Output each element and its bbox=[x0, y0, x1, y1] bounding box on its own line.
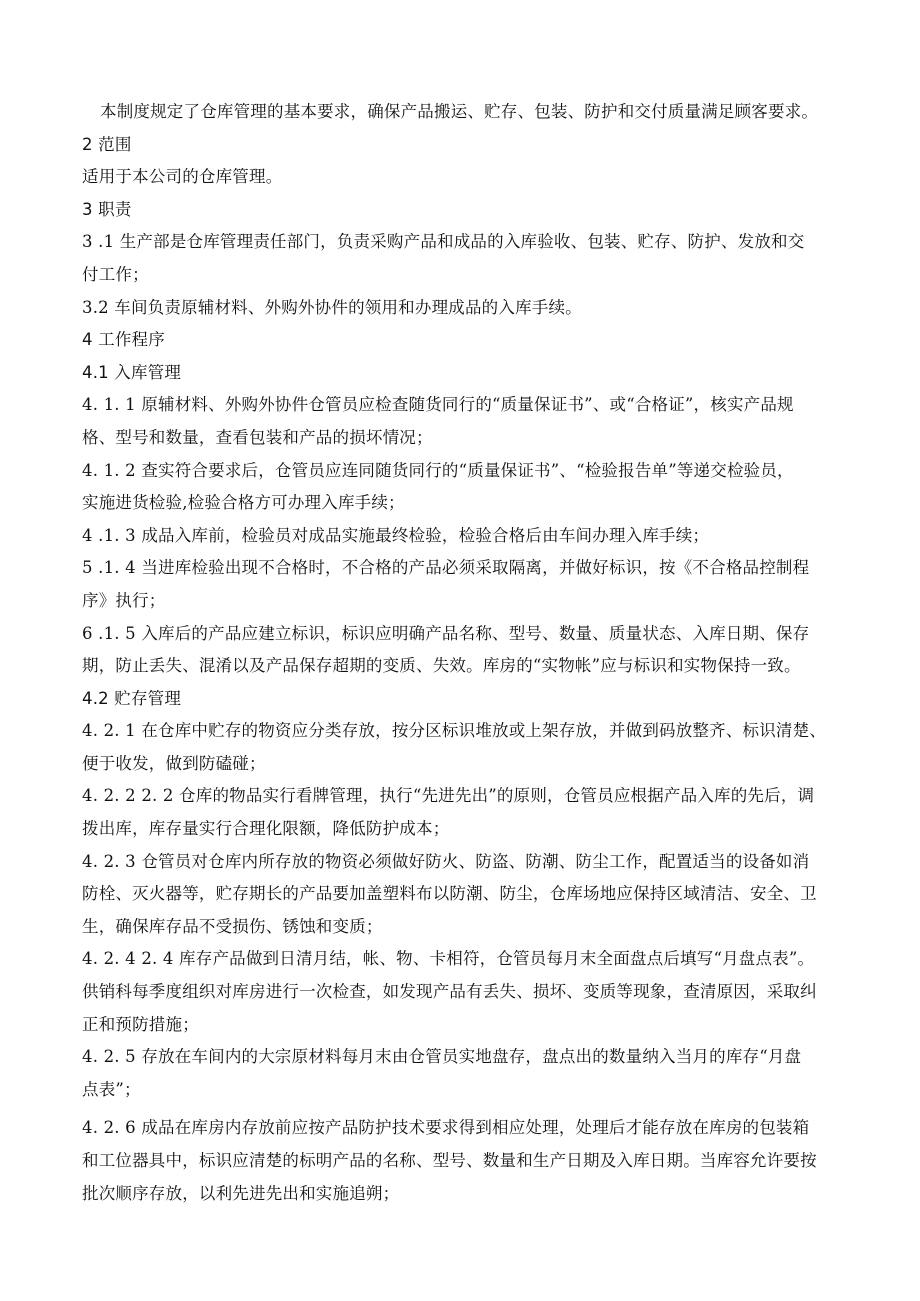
text-line: 5 .1. 4 当进库检验出现不合格时，不合格的产品必须采取隔离，并做好标识，按《不合格品控制程 bbox=[82, 558, 810, 578]
text-line: 和工位器具中，标识应清楚的标明产品的名称、型号、数量和生产日期及入库日期。当库容允许要按 bbox=[82, 1151, 817, 1170]
text-line: 4. 2. 4 2. 4 库存产品做到日清月结，帐、物、卡相符，仓管员每月末全面盘点后填写“月盘点表”。 bbox=[82, 949, 815, 969]
text-line: 格、型号和数量，查看包装和产品的损坏情况； bbox=[82, 427, 433, 447]
text-line: 4. 1. 1 原辅材料、外购外协件仓管员应检查随货同行的“质量保证书”、或“合格证”，核实产品规 bbox=[82, 395, 794, 415]
text-line: 生，确保库存品不受损伤、锈蚀和变质； bbox=[82, 916, 383, 936]
text-line: 实施进货检验,检验合格方可办理入库手续； bbox=[82, 493, 405, 513]
text-line: 3 .1 生产部是仓库管理责任部门，负责采购产品和成品的入库验收、包装、贮存、防护、发放和交 bbox=[82, 232, 805, 252]
section-heading-procedure: 4 工作程序 bbox=[82, 330, 165, 350]
text-line: 批次顺序存放，以利先进先出和实施追朔； bbox=[82, 1183, 400, 1203]
text-line: 3.2 车间负责原辅材料、外购外协件的领用和办理成品的入库手续。 bbox=[82, 297, 582, 317]
text-line: 点表”； bbox=[82, 1079, 141, 1099]
intro-paragraph: 本制度规定了仓库管理的基本要求，确保产品搬运、贮存、包装、防护和交付质量满足顾客要求。 bbox=[100, 102, 819, 121]
text-line: 6 .1. 5 入库后的产品应建立标识，标识应明确产品名称、型号、数量、质量状态、入库日期、保存 bbox=[82, 623, 810, 643]
text-line: 序》执行； bbox=[82, 590, 166, 610]
subsection-heading-storage: 4.2 贮存管理 bbox=[82, 688, 182, 708]
text-line: 4. 2. 2 2. 2 仓库的物品实行看牌管理，执行“先进先出”的原则，仓管员应根据产品入库的先后，调 bbox=[82, 786, 815, 806]
section-heading-scope: 2 范围 bbox=[82, 134, 132, 154]
text-line: 4. 2. 3 仓管员对仓库内所存放的物资必须做好防火、防盗、防潮、防尘工作，配置适当的设备如消 bbox=[82, 851, 810, 871]
text-line: 防栓、灭火器等，贮存期长的产品要加盖塑料布以防潮、防尘，仓库场地应保持区域清洁、安全、卫 bbox=[82, 884, 817, 904]
text-line: 正和预防措施； bbox=[82, 1014, 199, 1034]
text-line: 4. 2. 6 成品在库房内存放前应按产品防护技术要求得到相应处理，处理后才能存放在库房的包装箱 bbox=[82, 1118, 810, 1138]
text-line: 便于收发，做到防磕碰； bbox=[82, 753, 266, 773]
text-line: 付工作； bbox=[82, 264, 149, 284]
subsection-heading-inbound: 4.1 入库管理 bbox=[82, 362, 182, 382]
document-body bbox=[82, 96, 842, 1210]
text-line: 4. 2. 1 在仓库中贮存的物资应分类存放，按分区标识堆放或上架存放，并做到码放整齐、标识清楚、 bbox=[82, 721, 827, 741]
text-line: 期，防止丢失、混淆以及产品保存超期的变质、失效。库房的“实物帐”应与标识和实物保持一致。 bbox=[82, 656, 801, 676]
text-line: 4. 1. 2 查实符合要求后，仓管员应连同随货同行的“质量保证书”、“检验报告单”等递交检验员， bbox=[82, 460, 794, 480]
text-line: 拨出库，库存量实行合理化限额，降低防护成本； bbox=[82, 819, 450, 839]
text-line: 4 .1. 3 成品入库前，检验员对成品实施最终检验，检验合格后由车间办理入库手续； bbox=[82, 525, 710, 545]
scope-text: 适用于本公司的仓库管理。 bbox=[82, 167, 283, 187]
text-line: 供销科每季度组织对库房进行一次检查，如发现产品有丢失、损坏、变质等现象，查清原因，采取纠 bbox=[82, 982, 817, 1002]
section-heading-responsibilities: 3 职责 bbox=[82, 199, 132, 219]
text-line: 4. 2. 5 存放在车间内的大宗原材料每月末由仓管员实地盘存，盘点出的数量纳入当月的库存“月盘 bbox=[82, 1047, 802, 1067]
